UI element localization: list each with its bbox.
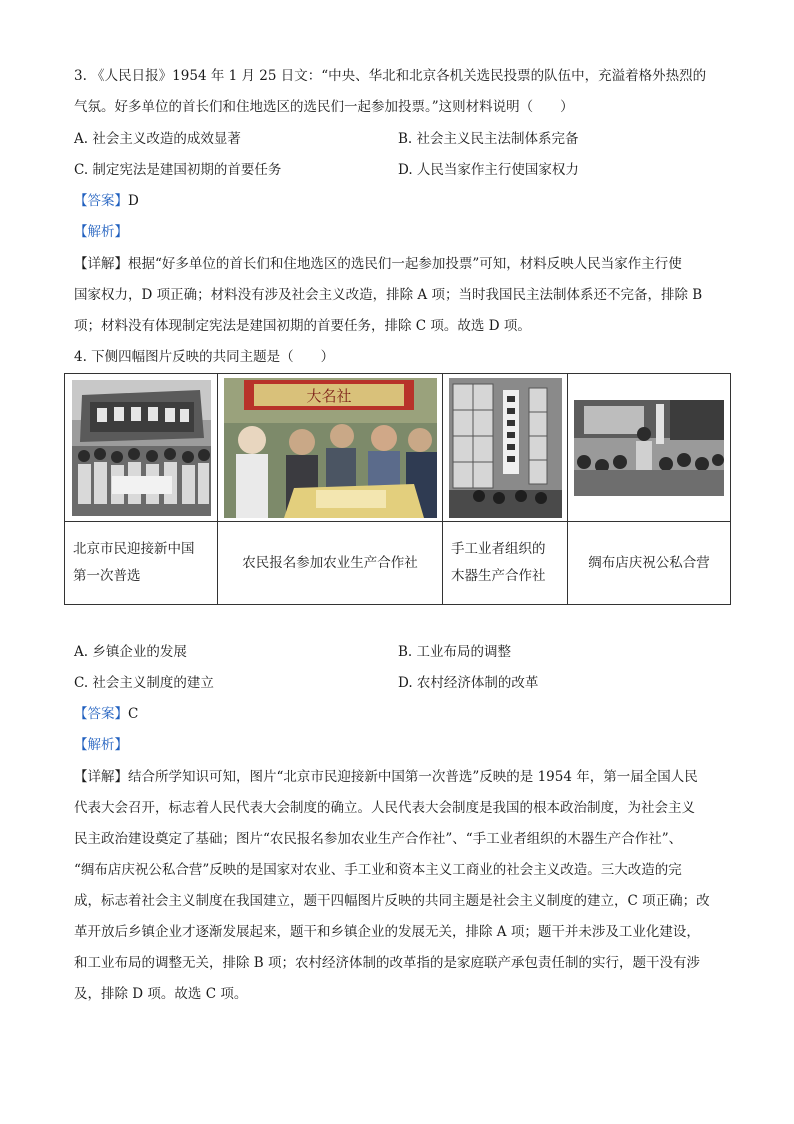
q3-detail-line3: 项；材料没有体现制定宪法是建国初期的首要任务，排除 C 项。故选 D 项。 [74,318,531,334]
q4-detail-line3: 民主政治建设奠定了基础；图片“农民报名参加农业生产合作社”、“手工业者组织的木器生产合作社”、 [74,831,683,847]
q4-answer-value: C [128,706,139,722]
photo-handicraft-cooperative [449,378,562,518]
q4-option-b: B. 工业布局的调整 [398,644,512,660]
q4-detail-line4: “绸布店庆祝公私合营”反映的是国家对农业、手工业和资本主义工商业的社会主义改造。三大改造的完 [74,862,682,878]
photo-cell-silk-store [568,374,731,522]
caption-election: 北京市民迎接新中国 第一次普选 [65,522,218,605]
q4-picture-table [64,373,731,605]
q3-detail-line2: 国家权力，D 项正确；材料没有涉及社会主义改造，排除 A 项；当时我国民主法制体系还不完备，排除 B [74,287,703,303]
q3-stem-line1: 3. 《人民日报》1954 年 1 月 25 日文：“中央、华北和北京各机关选民投票的队伍中，充溢着格外热烈的 [74,68,707,84]
q4-detail-line1: 【详解】结合所学知识可知，图片“北京市民迎接新中国第一次普选”反映的是 1954 年，第一届全国人民 [74,769,698,785]
photo-farmers-cooperative [224,378,437,518]
photo-cell-handicraft [443,374,568,522]
q4-stem: 4. 下侧四幅图片反映的共同主题是（ ） [74,349,335,365]
q4-detail-tag: 【详解】 [74,769,128,785]
q3-answer-tag: 【答案】 [74,193,128,209]
photo-silk-store-celebration [574,400,724,496]
q4-detail-line7: 和工业布局的调整无关，排除 B 项；农村经济体制的改革指的是家庭联产承包责任制的实行，题干没有涉 [74,955,701,971]
q3-option-c: C. 制定宪法是建国初期的首要任务 [74,162,282,178]
caption-farmers: 农民报名参加农业生产合作社 [218,522,443,605]
q4-detail-line6: 革开放后乡镇企业才逐渐发展起来，题干和乡镇企业的发展无关，排除 A 项；题干并未涉及工业化建设， [74,924,700,940]
photo-cell-farmers [218,374,443,522]
q3-answer-value: D [128,193,139,209]
q3-option-d: D. 人民当家作主行使国家权力 [398,162,579,178]
q3-stem-line2: 气氛。好多单位的首长们和住地选区的选民们一起参加投票。”这则材料说明（ ） [74,99,574,115]
q3-answer [74,191,139,211]
q4-detail-line8: 及，排除 D 项。故选 C 项。 [74,986,248,1002]
q3-option-a: A. 社会主义改造的成效显著 [74,131,241,147]
q4-answer-tag: 【答案】 [74,706,128,722]
q3-analysis-tag: 【解析】 [74,224,128,240]
photo2-sign-text: 大名社 [305,386,352,405]
q4-analysis-tag: 【解析】 [74,737,128,753]
q4-detail-line5: 成，标志着社会主义制度在我国建立，题干四幅图片反映的共同主题是社会主义制度的建立，C 项正确；改 [74,893,710,909]
q4-option-a: A. 乡镇企业的发展 [74,644,187,660]
caption-handicraft: 手工业者组织的 木器生产合作社 [443,522,568,605]
q4-option-c: C. 社会主义制度的建立 [74,675,214,691]
q4-answer [74,704,138,724]
q3-detail-line1: 【详解】根据“好多单位的首长们和住地选区的选民们一起参加投票”可知，材料反映人民当家作主行使 [74,256,682,272]
photo-cell-election [65,374,218,522]
photo-election-crowd [72,380,211,516]
caption-silk-store: 绸布店庆祝公私合营 [568,522,731,605]
q4-option-d: D. 农村经济体制的改革 [398,675,539,691]
q3-detail-tag: 【详解】 [74,256,128,272]
q3-option-b: B. 社会主义民主法制体系完备 [398,131,579,147]
q4-detail-line2: 代表大会召开，标志着人民代表大会制度的确立。人民代表大会制度是我国的根本政治制度，为社会主义 [74,800,695,816]
